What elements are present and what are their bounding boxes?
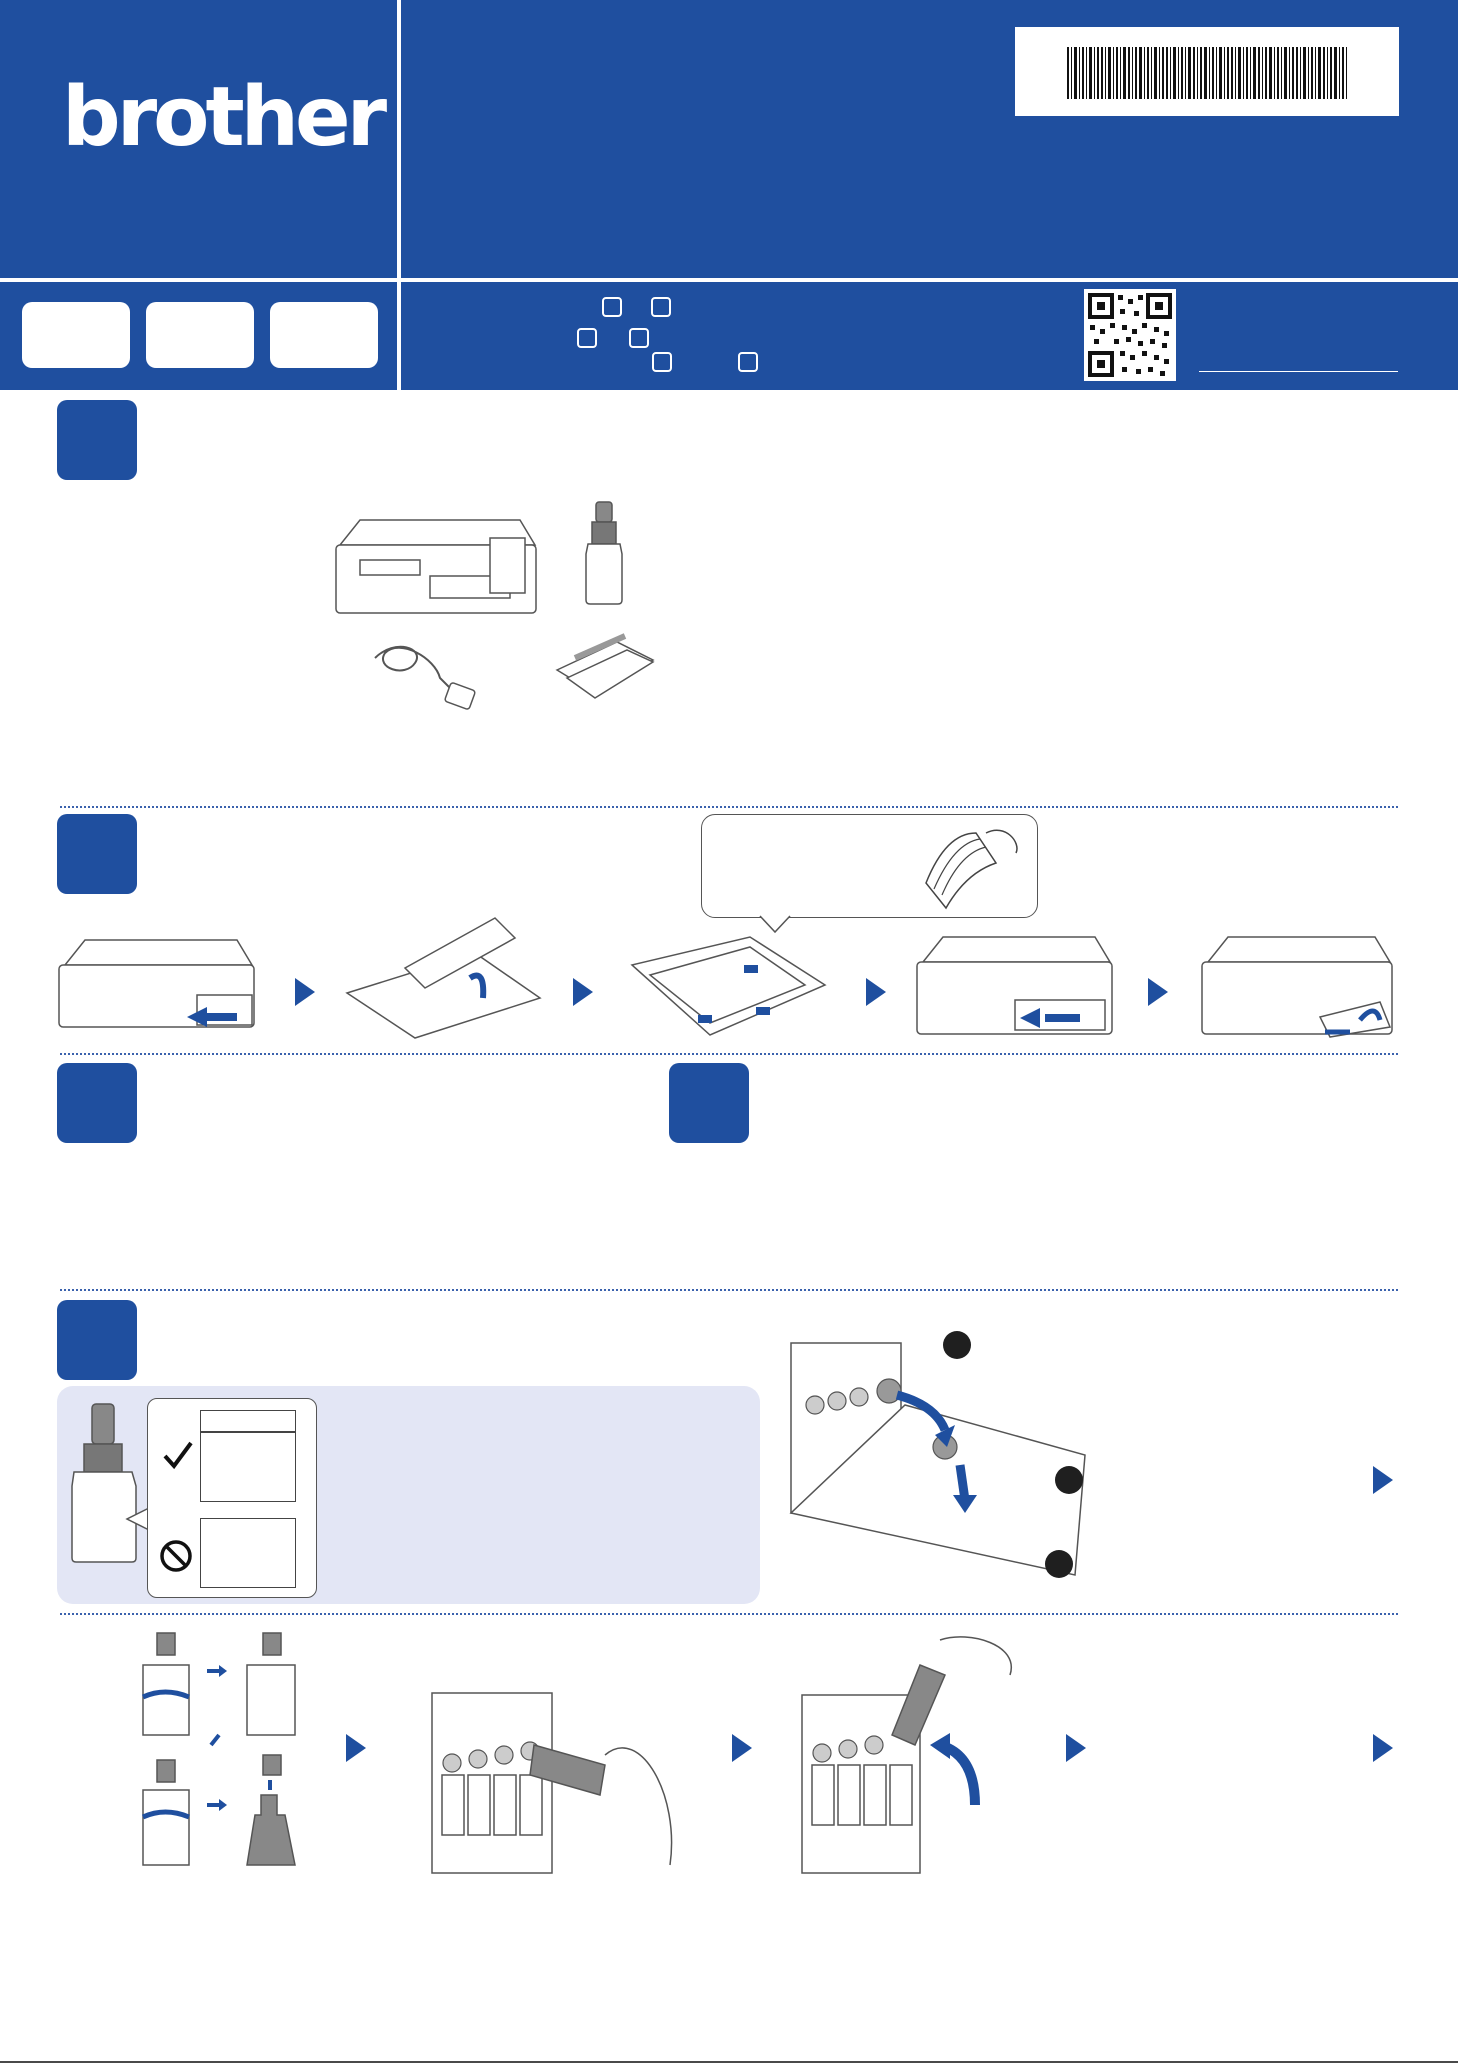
remove-bottle-illustration	[800, 1635, 1020, 1875]
step-3-badge	[57, 1063, 137, 1143]
section-divider	[60, 1613, 1398, 1615]
prohibited-icon	[158, 1538, 194, 1574]
section-divider	[60, 806, 1398, 808]
fanned-paper-icon	[916, 823, 1026, 913]
paper-tray-step-1	[57, 925, 257, 1045]
section-divider	[60, 1053, 1398, 1055]
step-4-badge	[669, 1063, 749, 1143]
barcode	[1015, 27, 1399, 116]
qr-code[interactable]	[1084, 289, 1176, 381]
printer-illustration	[330, 500, 540, 620]
next-step-arrow-icon	[1148, 978, 1168, 1006]
next-step-arrow-icon	[1066, 1734, 1086, 1762]
next-step-arrow-icon	[573, 978, 593, 1006]
step-2-badge	[57, 814, 137, 894]
incorrect-label-box	[200, 1518, 296, 1588]
step-5-badge	[57, 1300, 137, 1380]
next-step-arrow-icon	[732, 1734, 752, 1762]
next-step-arrow-icon	[346, 1734, 366, 1762]
button-symbol-icon	[651, 297, 671, 317]
ink-bottle-label-illustration	[68, 1402, 138, 1564]
language-pill-3	[270, 302, 378, 368]
bottle-opening-illustration	[135, 1625, 305, 1875]
next-step-arrow-icon	[866, 978, 886, 1006]
correct-label-box	[200, 1410, 296, 1502]
paper-tray-step-4	[915, 932, 1115, 1044]
ink-bottle-illustration	[582, 500, 626, 605]
step-1-badge	[57, 400, 137, 480]
check-mark-icon	[162, 1440, 194, 1472]
button-symbol-icon	[577, 328, 597, 348]
next-step-arrow-icon	[1373, 1466, 1393, 1494]
next-step-arrow-icon	[1373, 1734, 1393, 1762]
info-bar	[401, 282, 1458, 390]
button-symbol-icon	[602, 297, 622, 317]
callout-pointer	[760, 914, 790, 934]
fill-ink-tank-illustration	[430, 1685, 680, 1875]
barcode-icon	[1015, 27, 1399, 116]
paper-tray-step-2	[345, 898, 545, 1038]
paper-tray-step-3	[630, 935, 830, 1045]
qr-code-icon	[1084, 289, 1176, 381]
language-pill-2	[146, 302, 254, 368]
url-underline	[1199, 371, 1398, 372]
footer-rule	[0, 2061, 1458, 2063]
language-pill-1	[22, 302, 130, 368]
button-symbol-icon	[629, 328, 649, 348]
ink-tank-cap-illustration	[785, 1335, 1085, 1597]
paper-tip-callout	[701, 814, 1038, 918]
callout-number-3	[1045, 1550, 1073, 1578]
button-symbol-icon	[652, 352, 672, 372]
callout-number-1	[943, 1331, 971, 1359]
documents-illustration	[555, 640, 655, 706]
brother-logo: brother	[62, 70, 384, 165]
paper-tray-step-5	[1200, 932, 1395, 1044]
button-symbol-icon	[738, 352, 758, 372]
next-step-arrow-icon	[295, 978, 315, 1006]
callout-number-2	[1055, 1466, 1083, 1494]
power-cord-illustration	[365, 638, 477, 714]
section-divider	[60, 1289, 1398, 1291]
